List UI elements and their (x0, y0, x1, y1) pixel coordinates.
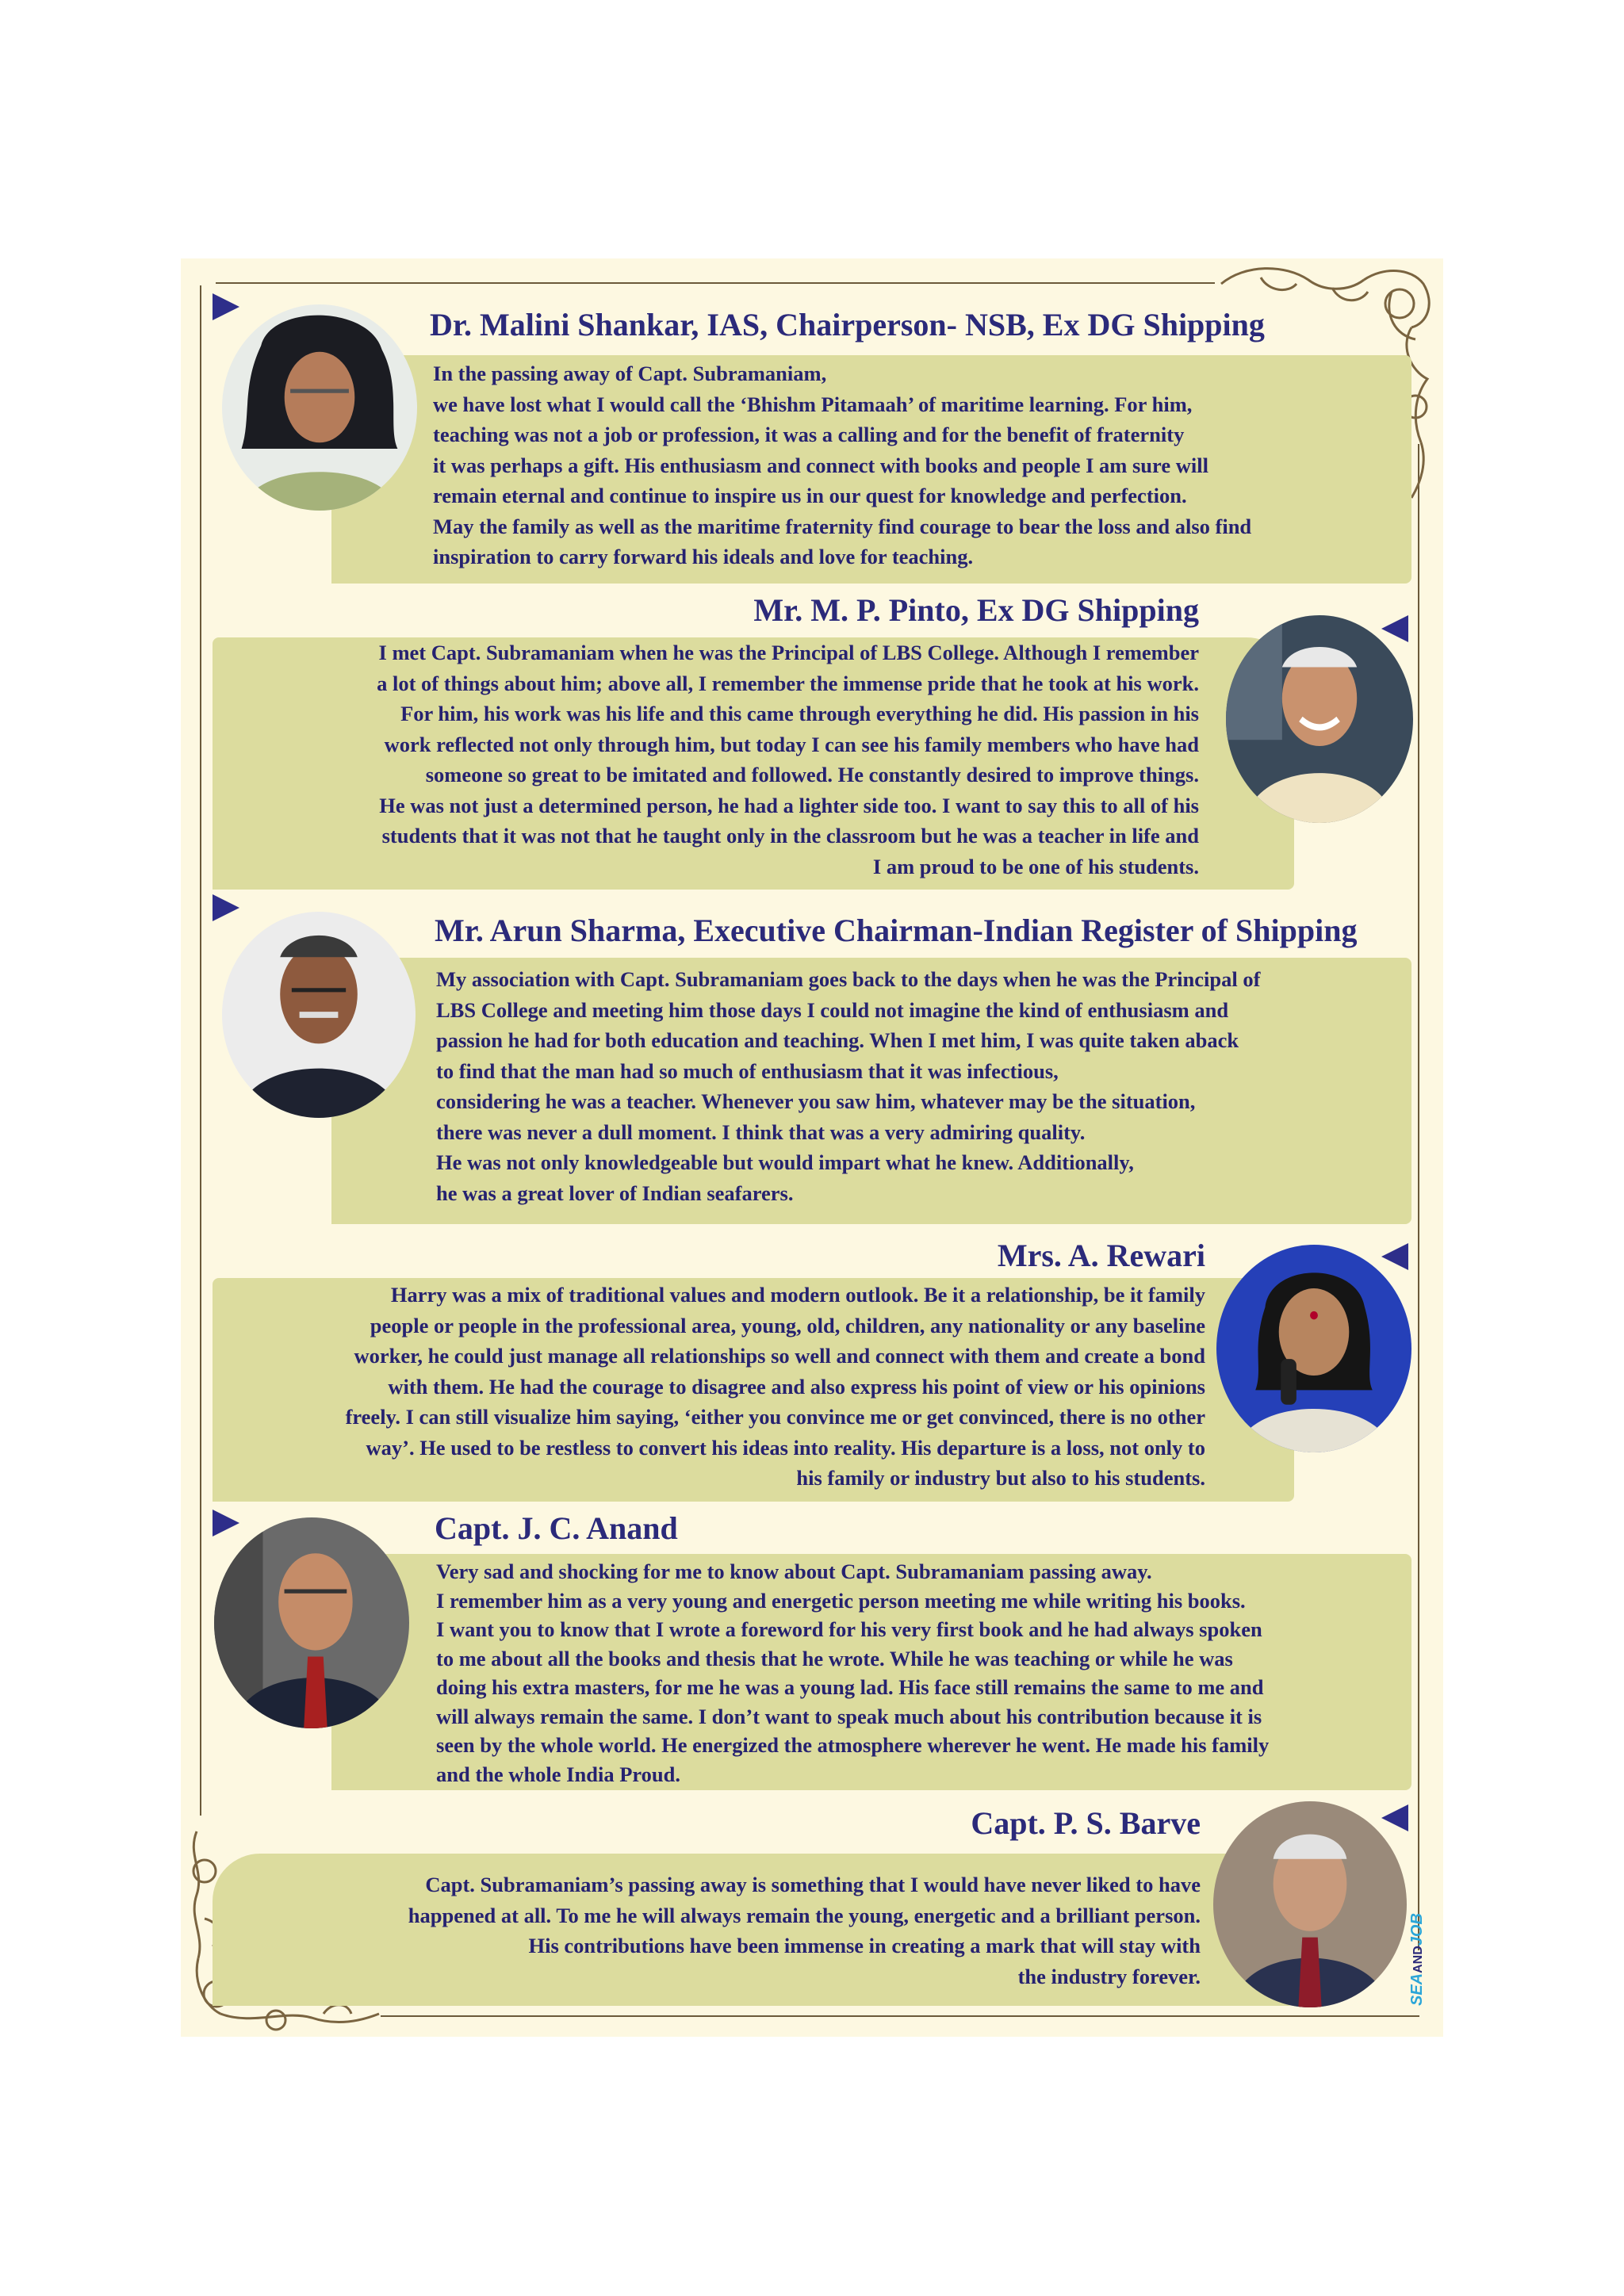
portrait-photo (222, 912, 416, 1118)
portrait-photo (222, 304, 417, 511)
portrait-photo (1216, 1245, 1411, 1452)
text-line: to find that the man had so much of enthusiasm that it was infectious, (436, 1058, 1059, 1083)
section-arrow-icon (213, 1510, 239, 1536)
tribute-text (408, 1869, 1201, 1992)
text-line: I want you to know that I wrote a foreword for his very first book and he had always spoken (436, 1617, 1262, 1641)
watermark-job: JOB (1408, 1913, 1426, 1946)
text-line: doing his extra masters, for me he was a young lad. His face still remains the same to me and (436, 1675, 1264, 1699)
tribute-text (433, 358, 1251, 572)
frame-right-line (1418, 444, 1419, 1950)
text-line: May the family as well as the maritime fraternity find courage to bear the loss and also find (433, 514, 1252, 538)
tribute-name: Dr. Malini Shankar, IAS, Chairperson- NSB, Ex DG Shipping (430, 307, 1265, 342)
tribute-name: Mrs. A. Rewari (997, 1238, 1205, 1273)
text-line: happened at all. To me he will always remain the young, energetic and a brilliant person. (408, 1903, 1201, 1927)
tribute-text (436, 964, 1260, 1208)
frame-top-line (216, 282, 1215, 284)
tribute-text (346, 1280, 1205, 1494)
text-line: My association with Capt. Subramaniam goes back to the days when he was the Principal of (436, 967, 1261, 991)
tribute-text (377, 637, 1199, 882)
section-arrow-icon (1381, 615, 1408, 642)
frame-bottom-line (381, 2015, 1419, 2017)
text-line: In the passing away of Capt. Subramaniam, (433, 362, 827, 385)
text-line: people or people in the professional area, young, old, children, any nationality or any baseline (370, 1313, 1205, 1337)
tribute-name: Capt. P. S. Barve (971, 1805, 1201, 1841)
portrait-photo (1213, 1801, 1407, 2007)
text-line: Capt. Subramaniam’s passing away is something that I would have never liked to have (425, 1873, 1201, 1896)
text-line: and the whole India Proud. (436, 1762, 681, 1786)
publication-watermark (1408, 1913, 1426, 2006)
text-line: remain eternal and continue to inspire us in our quest for knowledge and perfection. (433, 484, 1187, 507)
text-line: the industry forever. (1017, 1964, 1201, 1988)
text-line: will always remain the same. I don’t want to speak much about his contribution because it is (436, 1704, 1262, 1728)
text-line: students that it was not that he taught only in the classroom but he was a teacher in life and (381, 824, 1199, 848)
text-line: we have lost what I would call the ‘Bhishm Pitamaah’ of maritime learning. For him, (433, 392, 1193, 416)
section-arrow-icon (213, 894, 239, 921)
text-line: someone so great to be imitated and followed. He constantly desired to improve things. (425, 763, 1199, 786)
section-arrow-icon (1381, 1804, 1408, 1831)
text-line: LBS College and meeting him those days I could not imagine the kind of enthusiasm and (436, 997, 1229, 1022)
text-line: his family or industry but also to his students. (796, 1466, 1205, 1490)
text-line: He was not just a determined person, he had a lighter side too. I want to say this to all of his (379, 793, 1199, 817)
text-line: there was never a dull moment. I think that was a very admiring quality. (436, 1119, 1086, 1144)
text-line: freely. I can still visualize him saying, ‘either you convince me or get convinced, there is no other (345, 1405, 1205, 1429)
text-line: Harry was a mix of traditional values and modern outlook. Be it a relationship, be it family (390, 1283, 1205, 1307)
tribute-name: Mr. Arun Sharma, Executive Chairman-Indian Register of Shipping (435, 913, 1358, 948)
text-line: I remember him as a very young and energetic person meeting me while writing his books. (436, 1588, 1246, 1613)
section-arrow-icon (1381, 1243, 1408, 1270)
tribute-name: Capt. J. C. Anand (435, 1510, 678, 1546)
text-line: considering he was a teacher. Whenever you saw him, whatever may be the situation, (436, 1089, 1196, 1113)
text-line: it was perhaps a gift. His enthusiasm and connect with books and people I am sure will (433, 453, 1208, 477)
text-line: He was not only knowledgeable but would impart what he knew. Additionally, (436, 1150, 1134, 1174)
text-line: Very sad and shocking for me to know about Capt. Subramaniam passing away. (436, 1559, 1152, 1583)
text-line: he was a great lover of Indian seafarers. (436, 1181, 794, 1205)
section-arrow-icon (213, 293, 239, 320)
frame-left-line (200, 285, 201, 1816)
text-line: with them. He had the courage to disagree and also express his point of view or his opinions (388, 1374, 1205, 1399)
tribute-name: Mr. M. P. Pinto, Ex DG Shipping (753, 592, 1199, 628)
watermark-sea: SEA (1408, 1973, 1426, 2006)
text-line: a lot of things about him; above all, I remember the immense pride that he took at his work. (377, 671, 1199, 695)
text-line: teaching was not a job or profession, it was a calling and for the benefit of fraternity (433, 423, 1185, 446)
text-line: work reflected not only through him, but today I can see his family members who have had (384, 732, 1199, 756)
text-line: passion he had for both education and teaching. When I met him, I was quite taken aback (436, 1028, 1239, 1052)
tribute-text (436, 1557, 1269, 1789)
text-line: inspiration to carry forward his ideals and love for teaching. (433, 545, 974, 568)
text-line: seen by the whole world. He energized the atmosphere wherever he went. He made his family (436, 1733, 1270, 1757)
text-line: to me about all the books and thesis that he wrote. While he was teaching or while he was (436, 1646, 1233, 1670)
text-line: worker, he could just manage all relationships so well and connect with them and create a bond (354, 1344, 1205, 1368)
portrait-photo (1226, 615, 1413, 823)
text-line: I met Capt. Subramaniam when he was the Principal of LBS College. Although I remember (378, 641, 1199, 664)
text-line: For him, his work was his life and this came through everything he did. His passion in his (400, 702, 1199, 725)
text-line: way’. He used to be restless to convert his ideas into reality. His departure is a loss, not only to (366, 1435, 1205, 1460)
text-line: His contributions have been immense in creating a mark that will stay with (528, 1934, 1201, 1957)
watermark-and: AND (1411, 1946, 1425, 1973)
text-line: I am proud to be one of his students. (872, 854, 1199, 878)
portrait-photo (214, 1517, 409, 1728)
